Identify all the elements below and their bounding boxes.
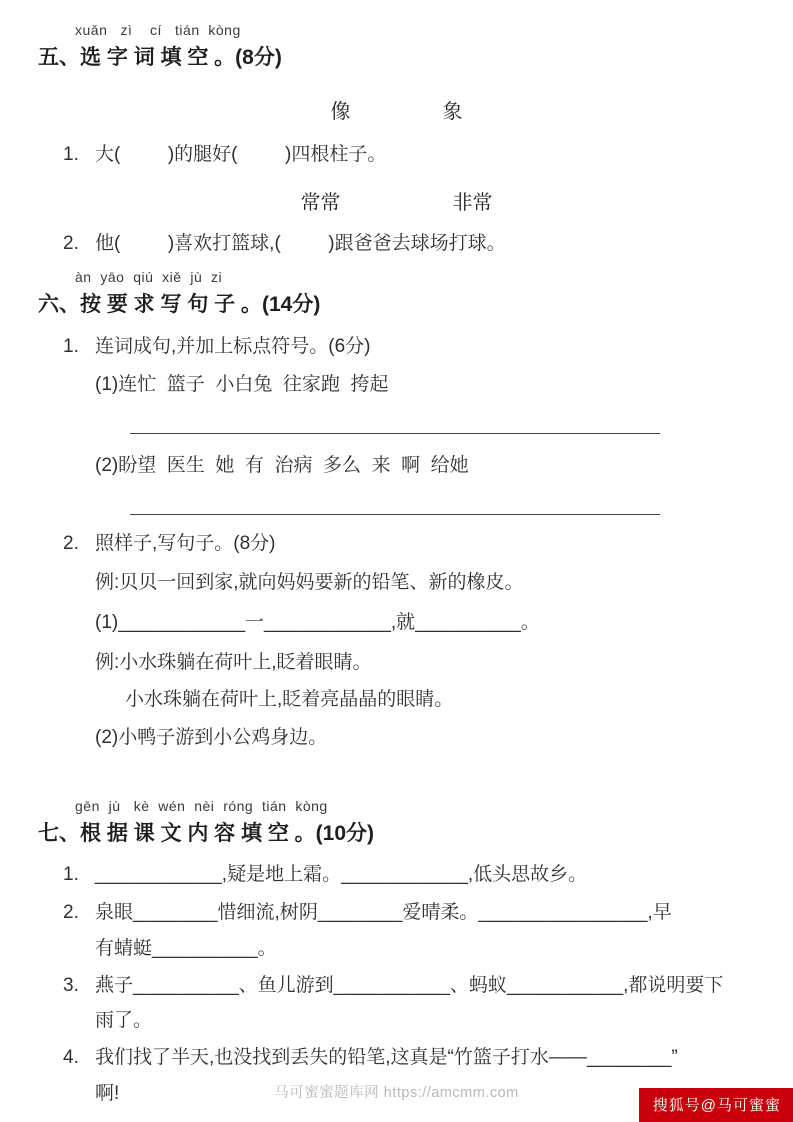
- answer-line: [130, 399, 660, 434]
- question-text: 泉眼________惜细流,树阴________爱晴柔。________________,早: [95, 902, 672, 923]
- question-7-2: [0, 901, 793, 925]
- question-number: 2.: [63, 232, 79, 254]
- section5-pinyin: xuǎn zì cí tián kòng: [75, 22, 241, 38]
- section5-choice-words-row2: [0, 186, 793, 215]
- answer-line: [130, 480, 660, 515]
- choice-word: 像: [330, 101, 351, 123]
- section5-choice-words-row1: [0, 95, 793, 124]
- question-text: 连词成句,并加上标点符号。(6分): [95, 335, 371, 357]
- question-7-3-continuation: 雨了。: [95, 1010, 153, 1032]
- question-5-2: [0, 232, 793, 256]
- question-text: 大( )的腿好( )四根柱子。: [95, 144, 387, 165]
- section6-title: 六、按 要 求 写 句 子 。(14分): [38, 292, 321, 316]
- question-7-3: [0, 974, 793, 998]
- question-number: 2.: [63, 902, 79, 923]
- question-number: 2.: [63, 532, 79, 554]
- question-number: 3.: [63, 974, 79, 996]
- question-text: ____________,疑是地上霜。____________,低头思故乡。: [95, 864, 588, 886]
- question-6-2-sub2: (2)小鸭子游到小公鸡身边。: [95, 726, 328, 748]
- example-sentence-2: 例:小水珠躺在荷叶上,眨着眼睛。: [95, 652, 372, 673]
- question-text: 他( )喜欢打篮球,( )跟爸爸去球场打球。: [95, 232, 506, 254]
- fill-in-sentence-1: (1)____________一____________,就__________。: [95, 612, 540, 634]
- question-5-1: [0, 143, 793, 167]
- sohu-watermark-badge: 搜狐号@马可蜜蜜: [639, 1088, 793, 1122]
- question-6-1-sub1: (1)连忙 篮子 小白兔 往家跑 挎起: [95, 374, 389, 396]
- question-number: 1.: [63, 144, 79, 165]
- choice-word: 非常: [452, 191, 493, 214]
- question-7-2-continuation: 有蜻蜓__________。: [95, 937, 277, 959]
- question-7-4: [0, 1046, 793, 1070]
- question-text: 燕子__________、鱼儿游到___________、蚂蚁___________,都说明要下: [95, 974, 724, 996]
- example-sentence-2-answer: 小水珠躺在荷叶上,眨着亮晶晶的眼睛。: [125, 688, 454, 710]
- section7-pinyin: gēn jù kè wén nèi róng tián kòng: [75, 798, 328, 815]
- section6-pinyin: àn yāo qiú xiě jù zi: [75, 268, 223, 285]
- question-7-1: [0, 863, 793, 887]
- site-footer: 马可蜜蜜题库网 https://amcmm.com: [274, 1085, 519, 1101]
- question-6-2: [0, 532, 793, 556]
- question-number: 1.: [63, 864, 79, 886]
- question-text: 照样子,写句子。(8分): [95, 532, 276, 554]
- choice-word: 象: [442, 101, 463, 123]
- question-6-1: [0, 335, 793, 359]
- choice-word: 常常: [300, 191, 341, 214]
- question-7-4-continuation: 啊!: [95, 1082, 120, 1104]
- section5-title: 五、选 字 词 填 空 。(8分): [38, 46, 282, 69]
- question-number: 4.: [63, 1047, 79, 1068]
- question-6-1-sub2: (2)盼望 医生 她 有 治病 多么 来 啊 给她: [95, 455, 469, 476]
- question-text: 我们找了半天,也没找到丢失的铅笔,这真是“竹篮子打水——________”: [95, 1047, 678, 1068]
- section7-title: 七、根 据 课 文 内 容 填 空 。(10分): [38, 822, 375, 846]
- example-sentence-1: 例:贝贝一回到家,就向妈妈要新的铅笔、新的橡皮。: [95, 571, 524, 593]
- question-number: 1.: [63, 335, 79, 357]
